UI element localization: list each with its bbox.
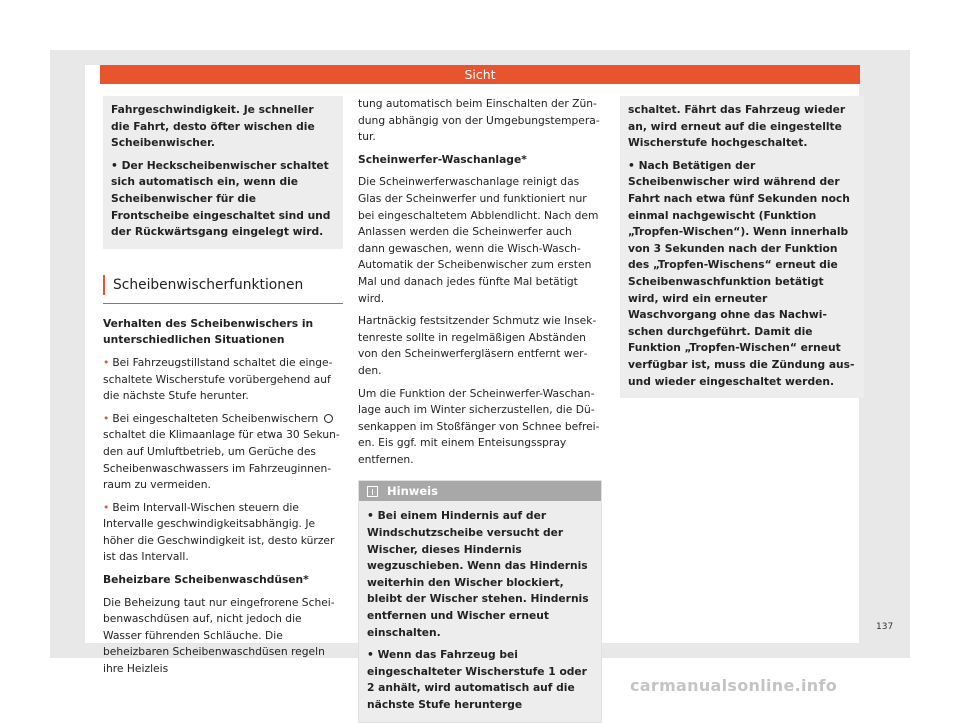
paragraph: Hartnäckig festsitzender Schmutz wie Insektenreste sollte in regelmäßigen Abständen von den Scheinwerfergläsern entfernt werden.	[358, 314, 597, 377]
hint-box	[358, 480, 602, 722]
subheading-heated-nozzles: Beheizbare Scheibenwaschdüsen*	[103, 573, 309, 587]
paragraph: Die Beheizung taut nur eingefrorene Scheibenwaschdüsen auf, nicht jedoch die Wasser führenden Schläuche. Die beheizbaren Scheibenwaschdüsen regeln ihre Heizleis	[103, 595, 335, 676]
subheading-behavior: Verhalten des Scheibenwischers in unterschiedlichen Situationen	[103, 316, 314, 347]
hint-item: • Nach Betätigen der Scheibenwischer wird während der Fahrt nach etwa fünf Sekunden noch einmal nachgewischt (Funktion „Tropfen-Wischen“). Wenn innerhalb von 3 Sekunden nach der Funktion des „Tropfen-Wischens“ erneut die Scheibenwaschfunktion betätigt wird, wird ein erneuter Waschvorgang ohne das Nachwischen durchgeführt. Damit die Funktion „Tropfen-Wischen“ erneut verfügbar ist, muss die Zündung aus- und wieder eingeschaltet werden.	[628, 158, 855, 388]
hint-continuation-text: schaltet. Fährt das Fahrzeug wieder an, wird erneut auf die eingestellte Wischerstufe hochgeschaltet.	[628, 103, 846, 150]
climate-icon	[324, 414, 333, 423]
hint-item: • Bei einem Hindernis auf der Windschutzscheibe versucht der Wischer, dieses Hindernis wegzuschieben. Wenn das Hindernis weiterhin den Wischer blockiert, bleibt der Wischer stehen. Hindernis entfernen und Wischer erneut einschalten.	[367, 509, 589, 639]
watermark: carmanualsonline.info	[630, 676, 838, 695]
paragraph: tung automatisch beim Einschalten der Zündung abhängig von der Umgebungstemperatur.	[358, 97, 600, 144]
column-1	[103, 96, 343, 684]
column-3	[620, 96, 864, 398]
section-divider	[103, 303, 343, 304]
list-item: • Bei eingeschalteten Scheibenwischern schaltet die Klimaanlage für etwa 30 Sekunden auf Umluftbetrieb, um Gerüche des Scheibenwaschwassers im Fahrzeuginnenraum zu vermeiden.	[103, 411, 340, 492]
hint-body	[359, 501, 601, 721]
hint-continuation-box	[620, 96, 864, 398]
hint-title: Hinweis	[387, 484, 438, 499]
hint-header	[359, 481, 601, 501]
page-number: 137	[876, 622, 894, 632]
paragraph: Um die Funktion der Scheinwerfer-Waschanlage auch im Winter sicherzustellen, die Düsenkappen im Stoßfänger von Schnee befreien. Eis ggf. mit einem Enteisungsspray entfernen.	[358, 386, 600, 466]
subheading-headlight-washer: Scheinwerfer-Waschanlage*	[358, 152, 527, 166]
section-title: Scheibenwischerfunktionen	[103, 275, 343, 295]
column-2	[358, 96, 602, 723]
info-box	[103, 96, 343, 249]
info-box-bullet: • Der Heckscheibenwischer schaltet sich automatisch ein, wenn die Scheibenwischer für die Frontscheibe eingeschaltet sind und der Rückwärtsgang eingelegt wird.	[111, 158, 331, 239]
info-icon	[367, 486, 378, 497]
info-box-text: Fahrgeschwindigkeit. Je schneller die Fahrt, desto öfter wischen die Scheibenwischer.	[111, 103, 315, 150]
hint-item: • Wenn das Fahrzeug bei eingeschalteter Wischerstufe 1 oder 2 anhält, wird automatisch auf die nächste Stufe herunterge	[367, 648, 587, 711]
paragraph: Die Scheinwerferwaschanlage reinigt das Glas der Scheinwerfer und funktioniert nur bei eingeschaltetem Abblendlicht. Nach dem Anlassen werden die Scheinwerfer auch dann gewaschen, wenn die Wisch-Wasch-Automatik der Scheibenwischer zum ersten Mal und danach jedes fünfte Mal betätigt wird.	[358, 175, 599, 305]
list-item: • Bei Fahrzeugstillstand schaltet die eingeschaltete Wischerstufe vorübergehend auf die nächste Stufe herunter.	[103, 355, 333, 403]
list-item: • Beim Intervall-Wischen steuern die Intervalle geschwindigkeitsabhängig. Je höher die Geschwindigkeit ist, desto kürzer ist das Intervall.	[103, 500, 335, 564]
section-header: Sicht	[100, 65, 860, 84]
